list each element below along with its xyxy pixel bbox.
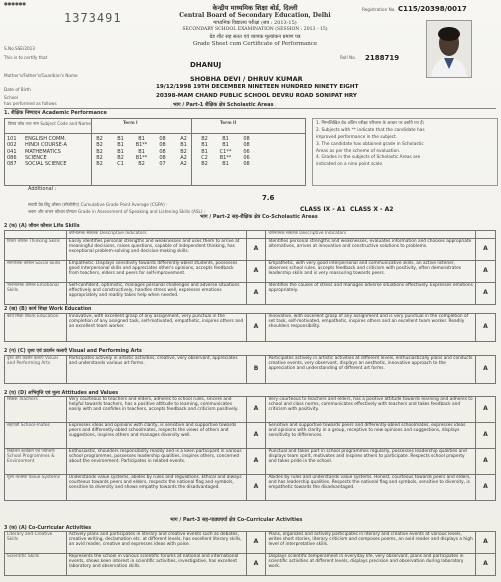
subject-code: 086 bbox=[7, 154, 17, 161]
term1-grade: B2 bbox=[96, 142, 103, 149]
attitude-grade-1: A bbox=[246, 397, 266, 423]
attitude-indicator-2: Abides by rules and understands value systems. Honest, courteous towards peers and elders, and has leadership qualities. Respects the national flag and symbols, sensitive to diversity, is empathetic towards the disadvantaged. bbox=[266, 475, 476, 501]
attitude-label: सहपाठी School-mates bbox=[5, 423, 67, 449]
title: Grade Sheet cum Certificate of Performance bbox=[192, 41, 318, 47]
work-education-grade-2: A bbox=[476, 314, 496, 342]
term2-grade: B1 bbox=[201, 142, 208, 149]
term2-grade: B1 bbox=[180, 142, 187, 149]
label-school: School bbox=[4, 95, 18, 100]
attitude-indicator-2: Punctual and takes part in school programmes regularly, possesses leadership qualities and displays team spirit, motivates and inspires others to participate. Respects school property and takes pride in the school. bbox=[266, 449, 476, 475]
co-curricular-grade-2: A bbox=[476, 554, 496, 576]
term2-grade: B1 bbox=[222, 161, 229, 167]
co-curricular-heading: 3 (क) (A) Co-Curricular Activities bbox=[4, 526, 92, 531]
co-curricular-indicator-1: Represents the school in various scientific forums at national and international events, shows keen interest in scientific activities, investigative, has excellent laboratory and observation skills. bbox=[66, 554, 246, 576]
co-curricular-table bbox=[4, 531, 496, 576]
term1-grade: B1 bbox=[117, 142, 124, 149]
registration-number: C115/20398/0017 bbox=[398, 5, 467, 13]
life-skill-label: सामाजिक कौशल Social Skills bbox=[5, 260, 67, 282]
candidate-photo bbox=[426, 20, 472, 78]
life-skill-grade-2: A bbox=[476, 238, 496, 260]
visual-arts-heading: 2 (ग) (C) दृश्य एवं प्रदर्शन कलाएँ Visual and Performing Arts bbox=[4, 349, 142, 354]
divider bbox=[4, 108, 496, 109]
note-line: improved performance in the subject. bbox=[316, 134, 398, 140]
attitude-indicator-1: Enthusiastic, shoulders responsibility readily and is a keen participant in various school programmes, possesses leadership qualities, inspires others, concerned about the environment. Participates in related events. bbox=[66, 449, 246, 475]
class9-asl: CLASS IX - A1 bbox=[300, 206, 346, 213]
co-curricular-indicator-2: Plans, organizes and actively participates in literary and creative events at various levels, writes short stories, literary criticism and composes poems, an avid reader and displays a high level of interpretative skills. bbox=[266, 532, 476, 554]
co-curricular-row bbox=[5, 532, 496, 554]
subject-name: SCIENCE bbox=[25, 154, 47, 161]
additional-label: Additional : bbox=[28, 186, 57, 192]
document-number: 1373491 bbox=[64, 11, 122, 25]
top-stamp: ●●●●●● bbox=[4, 1, 26, 6]
part2-heading: भाग / Part-2 सह-शैक्षिक क्षेत्र Co-Scholastic Areas bbox=[200, 214, 318, 220]
attitude-row bbox=[5, 423, 496, 449]
life-skill-row bbox=[5, 282, 496, 304]
subject-row bbox=[5, 161, 257, 167]
visual-arts-indicator-2: Participates actively in artistic activities at different levels, enthusiastically plans and conducts creative events, very observant, displays an aesthetic, innovative approach to the appreciation and understanding of different art forms. bbox=[266, 356, 476, 384]
attitude-grade-1: A bbox=[246, 449, 266, 475]
term1-grade: 08 bbox=[159, 136, 166, 142]
visual-arts-table bbox=[4, 355, 496, 384]
note-line: 3. The candidate has obtained grade in Scholastic bbox=[316, 141, 424, 147]
term2-grade: C2 bbox=[201, 154, 208, 161]
attitude-row bbox=[5, 475, 496, 501]
part1-heading: भाग / Part-1 शैक्षिक क्षेत्र Scholastic Areas bbox=[170, 103, 276, 108]
life-skill-row bbox=[5, 260, 496, 282]
co-curricular-grade-1: A bbox=[246, 532, 266, 554]
term2-grade: B1 bbox=[222, 136, 229, 142]
academic-performance-heading: 1. शैक्षिक निष्पादन Academic Performance bbox=[4, 110, 107, 116]
term2-grade: A2 bbox=[180, 136, 187, 142]
attitude-label: शिक्षक Teachers bbox=[5, 397, 67, 423]
work-education-indicator-1: Innovative, with excellent grasp of any assignment, very punctual in the completion of any assigned task, self-motivated, empathetic, inspires others and an excellent team worker. bbox=[66, 314, 246, 342]
life-skill-indicator-1: Empathetic. Displays sensitivity towards differently-abled students, possesses good interpersonal skills and appreciates other's opinions, accepts feedback from teachers, elders and peers for self-improvement. bbox=[66, 260, 246, 282]
descriptive-indicators-header: वर्णनात्मक संकेतक Descriptive Indicators bbox=[66, 231, 246, 239]
life-skill-indicator-2: Identifies personal strengths and weaknesses, evaluates information and chooses appropriate alternatives, arrives at innovative and constructive solutions to problems. bbox=[266, 238, 476, 260]
note-line: indicated on a nine point scale. bbox=[316, 162, 384, 168]
term1-header: Term I bbox=[123, 120, 138, 125]
life-skill-label: विचार कौशल Thinking Skills bbox=[5, 238, 67, 260]
roll-label: Roll No. bbox=[340, 55, 356, 60]
attitude-indicator-2: Very courteous to teachers and elders, has a positive attitude towards learning and adheres to school and class norms, communicates effectively with teachers and takes feedback and criticism with positivity. bbox=[266, 397, 476, 423]
candidate-name: DHANUJ bbox=[190, 61, 222, 69]
parents-name: SHOBHA DEVI / DHRUV KUMAR bbox=[190, 75, 303, 83]
co-curricular-label: Literary and Creative Skills bbox=[5, 532, 67, 554]
term1-grade: B1 bbox=[138, 136, 145, 142]
note-line: Areas as per the scheme of evaluation. bbox=[316, 148, 401, 154]
attitudes-values-table bbox=[4, 396, 496, 501]
cgpa-label: संचयी ग्रेड बिंदु औसत (सीजीपीए) Cumulative Grade Point Average (CGPA) : bbox=[28, 202, 168, 207]
speaking-label: श्रवण और वाचन कौशल योग्यता Grade in Assessment of Speaking and Listening Skills (ASL) : bbox=[28, 209, 206, 214]
term1-grade: C1 bbox=[117, 161, 124, 167]
label-performed: has performed as follows bbox=[4, 101, 57, 106]
term2-grade: 06 bbox=[243, 154, 250, 161]
attitude-grade-2: A bbox=[476, 449, 496, 475]
term2-grade: B2 bbox=[201, 136, 208, 142]
term1-grade: B1** bbox=[135, 154, 148, 161]
subject-rows bbox=[5, 136, 257, 167]
work-education-label: कार्य शिक्षा Work Education bbox=[5, 314, 67, 342]
attitude-grade-1: A bbox=[246, 423, 266, 449]
term2-header: Term II bbox=[220, 120, 237, 125]
attitude-grade-2: A bbox=[476, 397, 496, 423]
attitude-grade-1: A bbox=[246, 475, 266, 501]
term1-grade: B2 bbox=[96, 161, 103, 167]
life-skill-row bbox=[5, 238, 496, 260]
note-line: 4. Grades in the subjects of Scholastic Areas are bbox=[316, 155, 421, 161]
work-education-indicator-2: Innovative, with excellent grasp of any assignment and is very punctual in the completion of set task, self-motivated, empathetic, inspires others and an excellent team worker. Readily shoulders responsibility. bbox=[266, 314, 476, 342]
attitude-label: मूल्य व्यवस्था Value Systems bbox=[5, 475, 67, 501]
co-curricular-grade-1: A bbox=[246, 554, 266, 576]
life-skill-grade-1: A bbox=[246, 238, 266, 260]
scholastic-table bbox=[4, 118, 306, 186]
term2-grade: B2 bbox=[180, 148, 187, 155]
term2-grade: A2 bbox=[180, 161, 187, 167]
certify-text: This is to certify that bbox=[4, 55, 48, 60]
co-curricular-label: Scientific Skills bbox=[5, 554, 67, 576]
life-skill-label: भावनात्मक कौशल Emotional Skills bbox=[5, 282, 67, 304]
life-skills-table bbox=[4, 230, 496, 305]
exam-name: SECONDARY SCHOOL EXAMINATION (SESSION : 2013 - 15) bbox=[182, 27, 328, 32]
life-skills-heading: 2 (क) (A) जीवन कौशल Life Skills bbox=[4, 224, 80, 229]
descriptive-indicators-header-2: वर्णनात्मक संकेतक Descriptive Indicators bbox=[266, 231, 476, 239]
life-skill-indicator-1: Self-confident, optimistic, manages personal challenges and adverse situations effectively and constructively, handles stress well, expresses emotions appropriately and readily takes help when needed. bbox=[66, 282, 246, 304]
board-hindi: केन्द्रीय माध्यमिक शिक्षा बोर्ड, दिल्ली bbox=[212, 4, 298, 12]
co-curricular-row bbox=[5, 554, 496, 576]
attitude-row bbox=[5, 397, 496, 423]
attitude-row bbox=[5, 449, 496, 475]
visual-arts-label: दृश्य और प्रदर्शन कलाएँ Visual and Performing Arts bbox=[5, 356, 67, 384]
subject-name: SOCIAL SCIENCE bbox=[25, 161, 67, 167]
subject-code: 002 bbox=[7, 142, 17, 149]
subject-column-header: विषय कोड तथा नाम Subject Code and Name bbox=[8, 121, 91, 126]
school-name: 20398-MAM CHAND PUBLIC SCHOOL DEVRU ROAD SONIPAT HRY bbox=[156, 93, 357, 99]
subject-code: 087 bbox=[7, 161, 17, 167]
life-skill-indicator-1: Easily identifies personal strengths and weaknesses and uses them to arrive at meaningful decisions, raises questions, capable of independent thinking, has exceptional problem-solving and decision-making skills. bbox=[66, 238, 246, 260]
exam-hindi: माध्यमिक विद्यालय परीक्षा (सत्र : 2013-15) bbox=[213, 20, 297, 26]
term2-grade: A2 bbox=[180, 154, 187, 161]
note-line: 1. निम्नलिखित ग्रेड अंतिम परीक्षा परिणाम के आधार पर दर्शाये गए हैं। bbox=[316, 121, 425, 126]
roll-number: 2188719 bbox=[365, 54, 400, 62]
date-of-birth: 19/12/1998 19TH DECEMBER NINETEEN HUNDRED NINETY EIGHT bbox=[156, 84, 359, 90]
term1-grade: B1** bbox=[135, 142, 148, 149]
title-hindi: ग्रेड शीट सह सतत एवं व्यापक मूल्यांकन प्रमाण पत्र bbox=[209, 34, 301, 40]
part3-heading: भाग / Part-3 सह-पाठ्यचर्या क्षेत्र Co-Curricular Activities bbox=[170, 517, 303, 523]
term2-grade: B1 bbox=[222, 142, 229, 149]
term2-grade: 08 bbox=[243, 136, 250, 142]
serial-label: S.No.SSE/2013 bbox=[4, 46, 35, 51]
attitude-indicator-2: Sensitive and supportive towards peers and differently-abled schoolmates, expresses ideas and opinions with clarity in a group, receptive to new opinions and suggestions, displays sensitivity to differences. bbox=[266, 423, 476, 449]
term1-grade: B2 bbox=[138, 161, 145, 167]
label-dob: Date of Birth bbox=[4, 87, 31, 92]
term1-grade: 07 bbox=[159, 161, 166, 167]
attitude-indicator-1: Expresses ideas and opinions with clarity, is sensitive and supportive towards peers and differently-abled schoolmates, respects the views of others and suggestions, inspires others and manages diversity well. bbox=[66, 423, 246, 449]
term1-grade: B1 bbox=[138, 148, 145, 155]
co-curricular-indicator-1: Actively plans and participates in literary and creative events such as debates, creative writing, declamation etc. at different levels, has excellent literary skills, an avid reader, creative and expresses ideas with poise. bbox=[66, 532, 246, 554]
visual-arts-indicator-1: Participates actively in artistic activities, creative, very observant, appreciates and understands various art forms. bbox=[66, 356, 246, 384]
term2-grade: B2 bbox=[201, 161, 208, 167]
term1-grade: B2 bbox=[96, 154, 103, 161]
life-skill-indicator-2: Identifies the causes of stress and manages adverse situations effectively. Expresses emotions appropriately. bbox=[266, 282, 476, 304]
work-education-heading: 2 (ख) (B) कार्य शिक्षा Work Education bbox=[4, 307, 92, 312]
board-name: Central Board of Secondary Education, Delhi bbox=[179, 12, 331, 19]
registration-label: Registration No. bbox=[362, 7, 396, 12]
attitude-indicator-1: Understands value systems, abides by rules and regulations. Ethical and always courteous towards peers and elders, respects the national flag and symbols, sensitive to diversity and shows empathy towards the disadvantaged. bbox=[66, 475, 246, 501]
term1-grade: B1 bbox=[117, 136, 124, 142]
term2-grade: 08 bbox=[243, 161, 250, 167]
co-curricular-grade-2: A bbox=[476, 532, 496, 554]
subject-name: MATHEMATICS bbox=[25, 148, 61, 155]
subject-name: HINDI COURSE-A bbox=[25, 142, 67, 149]
attitude-grade-2: A bbox=[476, 423, 496, 449]
visual-arts-grade-1: B bbox=[246, 356, 266, 384]
term1-grade: 08 bbox=[159, 148, 166, 155]
attitudes-values-heading: 2 (घ) (D) अभिवृत्ति एवं मूल्य Attitudes and Values bbox=[4, 391, 119, 396]
life-skill-indicator-2: Empathetic, with very good interpersonal and communicative skills, an active listener, observes school rules, accepts feedback and criticism with positivity, often demonstrates leadership skills and is very reassuring towards peers. bbox=[266, 260, 476, 282]
life-skill-grade-1: A bbox=[246, 260, 266, 282]
term1-grade: B2 bbox=[96, 136, 103, 142]
term2-grade: C1** bbox=[219, 148, 232, 155]
attitude-indicator-1: Very courteous to teachers and elders, adheres to school rules, sincere and helpful towards teachers, has a positive attitude to learning, communicates easily with and confides in teachers, accepts feedback and criticism positively. bbox=[66, 397, 246, 423]
subject-name: ENGLISH COMM. bbox=[25, 136, 67, 142]
co-curricular-indicator-2: Displays scientific temperament in everyday life, very observant, plans and participates in scientific activities at different levels, displays precision and observation during laboratory work. bbox=[266, 554, 476, 576]
attitude-label: विद्यालय कार्यक्रम एवं पर्यावरण School Programmes & Environment bbox=[5, 449, 67, 475]
term2-grade: 06 bbox=[243, 148, 250, 155]
subject-code: 041 bbox=[7, 148, 17, 155]
term1-grade: 08 bbox=[159, 154, 166, 161]
term1-grade: B2 bbox=[117, 154, 124, 161]
life-skill-grade-2: A bbox=[476, 260, 496, 282]
term2-grade: B1 bbox=[201, 148, 208, 155]
work-education-table bbox=[4, 313, 496, 342]
term1-grade: 08 bbox=[159, 142, 166, 149]
grading-notes bbox=[312, 118, 498, 186]
cgpa-value: 7.6 bbox=[262, 194, 275, 202]
subject-code: 101 bbox=[7, 136, 17, 142]
life-skill-grade-1: A bbox=[246, 282, 266, 304]
label-parents: Mother's/Father's/Guardian's Name bbox=[4, 73, 78, 78]
term2-grade: 08 bbox=[243, 142, 250, 149]
visual-arts-grade-2: A bbox=[476, 356, 496, 384]
work-education-grade-1: A bbox=[246, 314, 266, 342]
term1-grade: B2 bbox=[96, 148, 103, 155]
life-skill-grade-2: A bbox=[476, 282, 496, 304]
note-line: 2. Subjects with ** indicate that the candidate has bbox=[316, 127, 425, 133]
term2-grade: B1** bbox=[219, 154, 232, 161]
term1-grade: B1 bbox=[117, 148, 124, 155]
attitude-grade-2: A bbox=[476, 475, 496, 501]
class10-asl: CLASS X - A2 bbox=[350, 206, 394, 213]
